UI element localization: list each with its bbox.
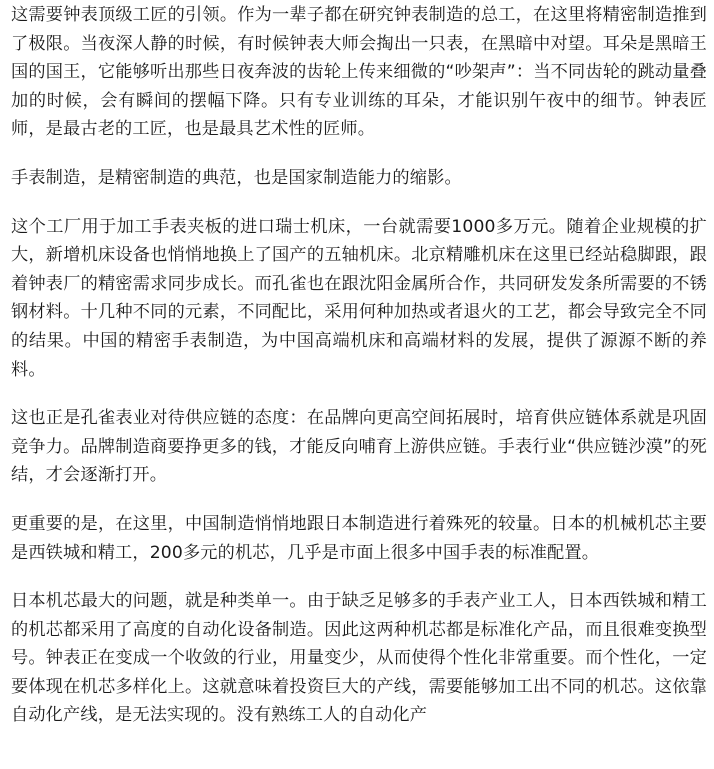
paragraph: 日本机芯最大的问题，就是种类单一。由于缺乏足够多的手表产业工人，日本西铁城和精工的机芯都采用了高度的自动化设备制造。因此这两种机芯都是标准化产品，而且很难变换型号。钟表正在变成一个收敛的行业，用量变少，从而使得个性化非常重要。而个性化，一定要体现在机芯多样化上。这就意味着投资巨大的产线，需要能够加工出不同的机芯。这依靠自动化产线，是无法实现的。没有熟练工人的自动化产 bbox=[11, 591, 707, 726]
article-body bbox=[11, 1, 707, 750]
paragraph: 这需要钟表顶级工匠的引领。作为一辈子都在研究钟表制造的总工，在这里将精密制造推到了极限。当夜深人静的时候，有时候钟表大师会掏出一只表，在黑暗中对望。耳朵是黑暗王国的国王，它能够听出那些日夜奔波的齿轮上传来细微的“吵架声”：当不同齿轮的跳动量叠加的时候，会有瞬间的摆幅下降。只有专业训练的耳朵，才能识别午夜中的细节。钟表匠师，是最古老的工匠，也是最具艺术性的匠师。 bbox=[11, 5, 707, 140]
paragraph: 这个工厂用于加工手表夹板的进口瑞士机床，一台就需要1000多万元。随着企业规模的扩大，新增机床设备也悄悄地换上了国产的五轴机床。北京精雕机床在这里已经站稳脚跟，跟着钟表厂的精密需求同步成长。而孔雀也在跟沈阳金属所合作，共同研发发条所需要的不锈钢材料。十几种不同的元素，不同配比，采用何种加热或者退火的工艺，都会导致完全不同的结果。中国的精密手表制造，为中国高端机床和高端材料的发展，提供了源源不断的养料。 bbox=[11, 216, 707, 380]
paragraph: 更重要的是，在这里，中国制造悄悄地跟日本制造进行着殊死的较量。日本的机械机芯主要是西铁城和精工，200多元的机芯，几乎是市面上很多中国手表的标准配置。 bbox=[11, 513, 707, 563]
paragraph: 手表制造，是精密制造的典范，也是国家制造能力的缩影。 bbox=[11, 167, 462, 188]
paragraph: 这也正是孔雀表业对待供应链的态度：在品牌向更高空间拓展时，培育供应链体系就是巩固竞争力。品牌制造商要挣更多的钱，才能反向哺育上游供应链。手表行业“供应链沙漠”的死结，才会逐渐打开。 bbox=[11, 408, 707, 486]
